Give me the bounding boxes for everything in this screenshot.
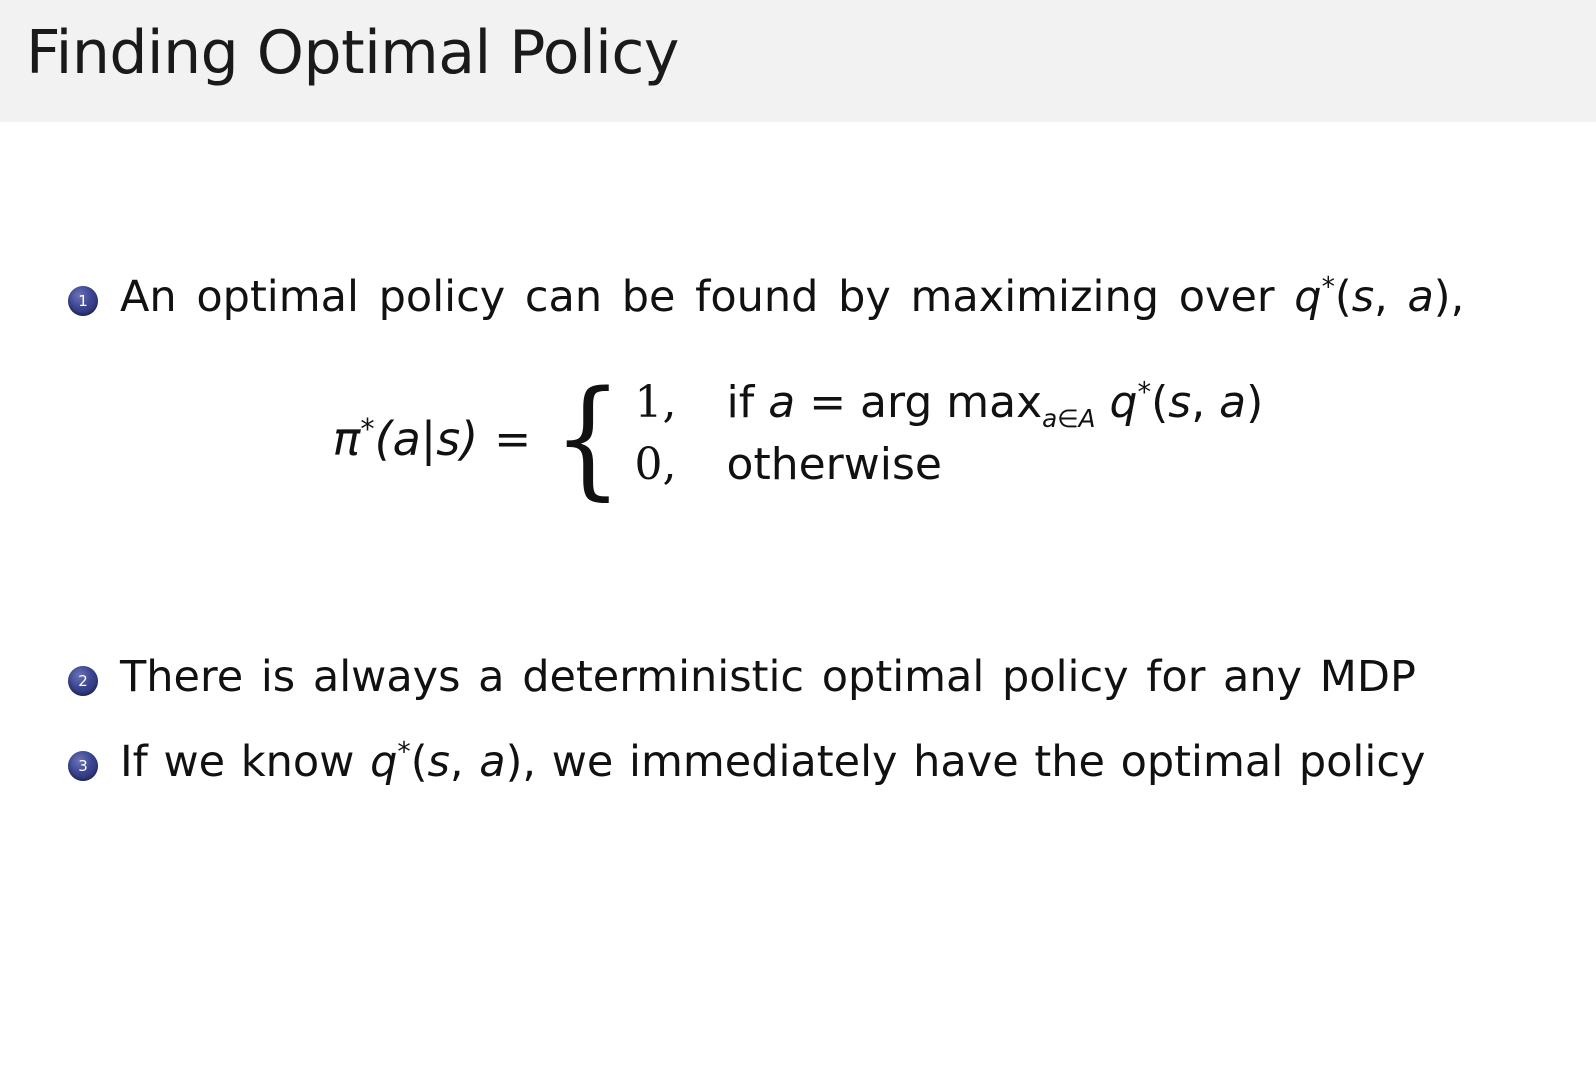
equation-case-row (635, 439, 1264, 501)
equation-lhs: π*(a|s) (332, 412, 479, 466)
equation-rendered (332, 364, 1264, 514)
equation-equals: = (494, 413, 532, 465)
equation-cases (635, 377, 1264, 501)
slide-content (0, 122, 1596, 1080)
list-item-text (120, 272, 1464, 323)
bullet-number-icon: 2 (68, 666, 98, 696)
list-item-text (120, 737, 1425, 788)
list-item-text: There is always a deterministic optimal policy for any MDP (120, 652, 1416, 702)
list-item (68, 652, 1416, 703)
list-item-rendered: An optimal policy can be found by maximizing over q*(s, a), (120, 272, 1465, 323)
equation-block (0, 364, 1596, 514)
page-title: Finding Optimal Policy (26, 18, 679, 88)
bullet-number-icon: 3 (68, 751, 98, 781)
slide-title-bar (0, 0, 1596, 122)
list-item (68, 272, 1464, 323)
left-brace-icon: { (553, 364, 623, 514)
list-item-rendered: If we know q*(s, a), we immediately have the optimal policy (120, 737, 1426, 788)
bullet-number-icon: 1 (68, 286, 98, 316)
case-condition: if a = arg $\max_{a\in A} q^*(s$, a) (726, 377, 1264, 433)
case-value: 1, (634, 377, 677, 428)
list-item (68, 737, 1425, 788)
case-condition: otherwise (726, 439, 942, 490)
case-value: 0, (634, 439, 677, 490)
equation-case-row (635, 377, 1264, 439)
